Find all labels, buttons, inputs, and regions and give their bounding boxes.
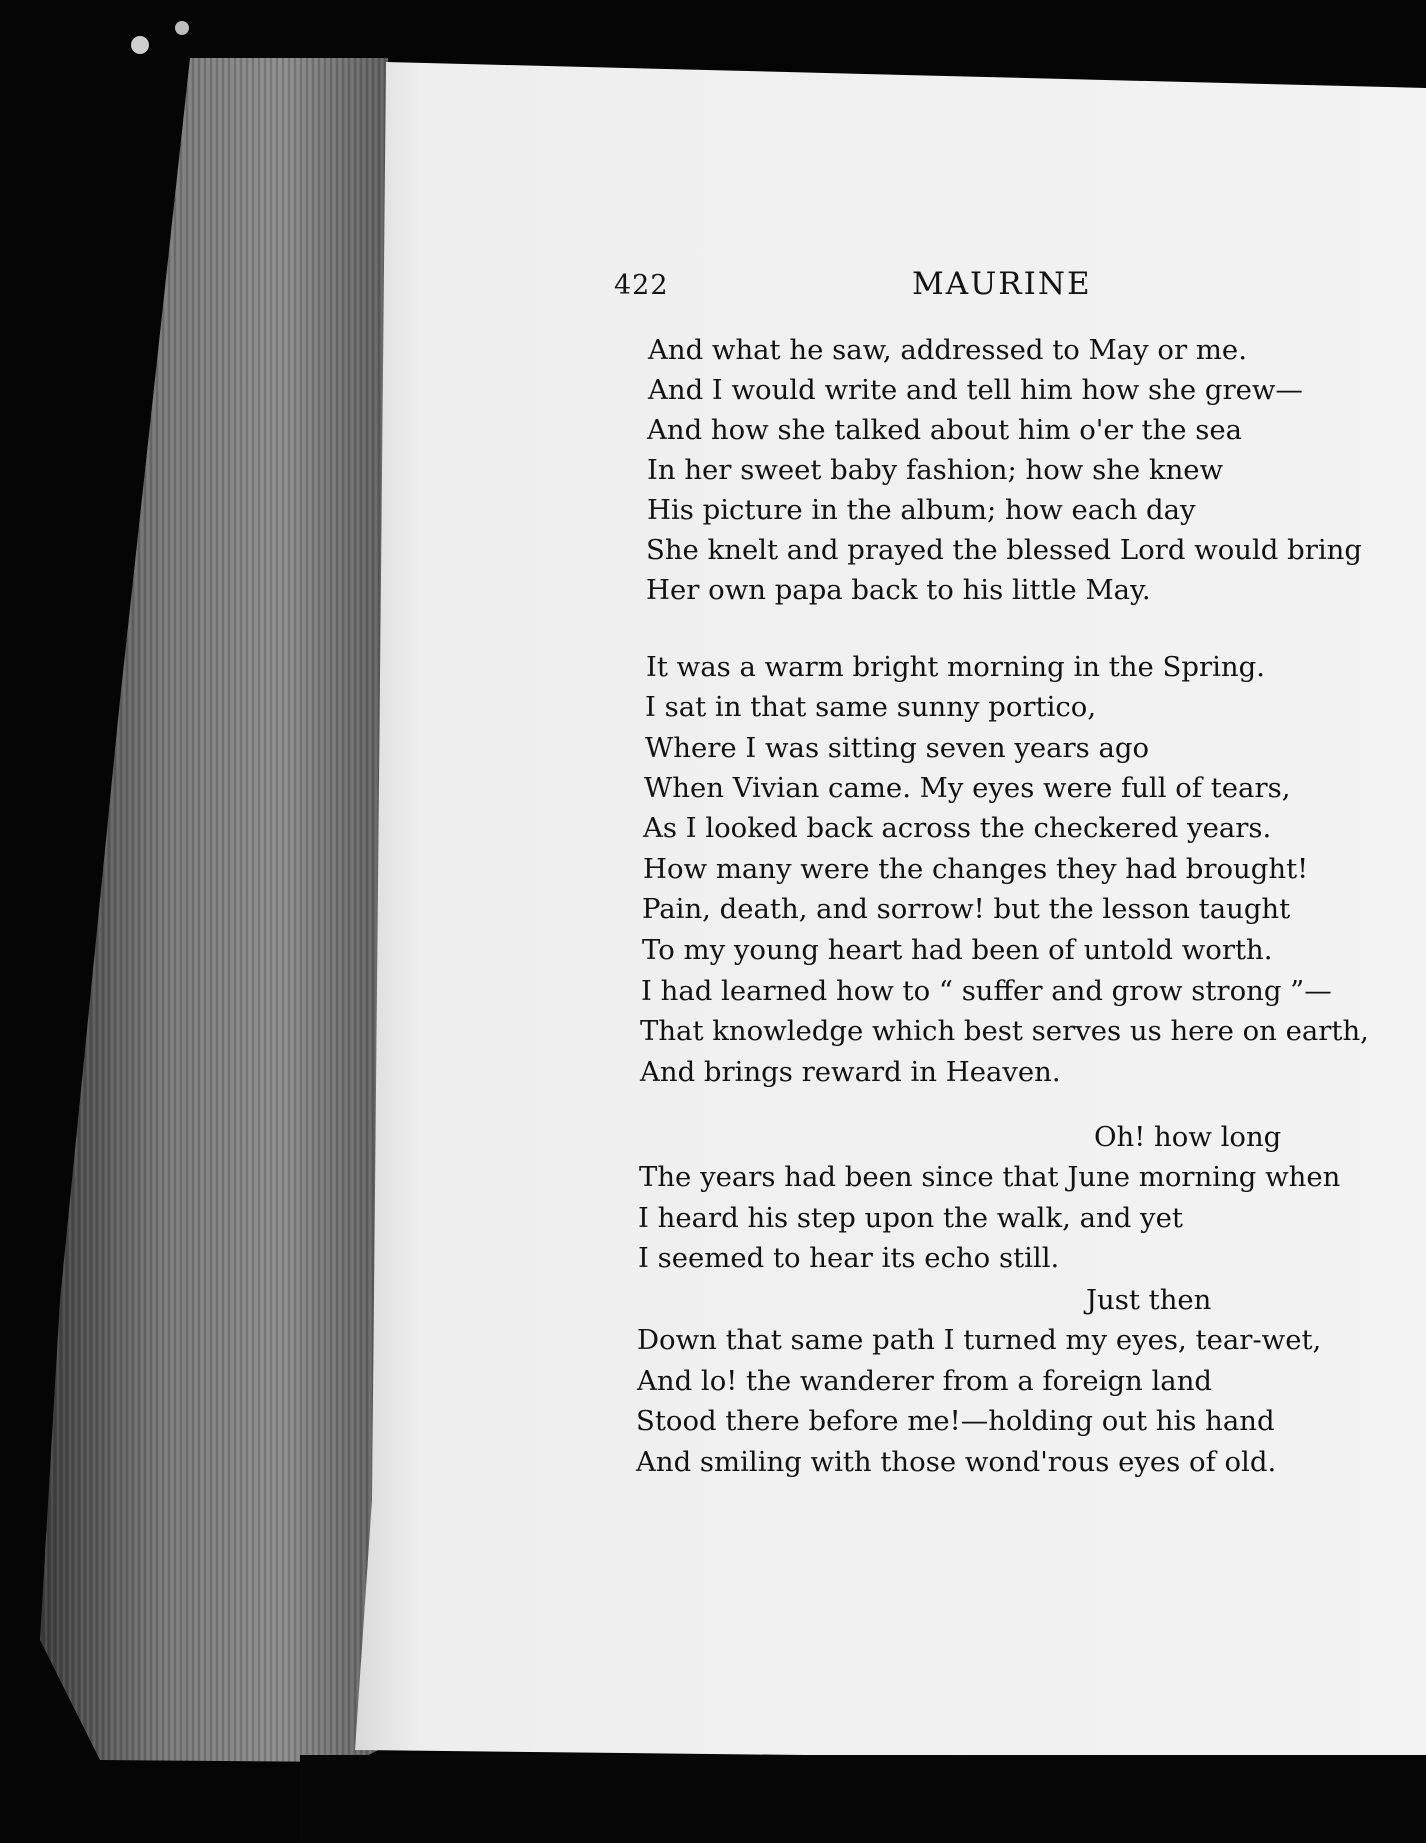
poem-line: She knelt and prayed the blessed Lord would bring — [646, 534, 1362, 566]
poem-line: Just then — [1086, 1284, 1212, 1316]
poem-line: Down that same path I turned my eyes, tear-wet, — [637, 1324, 1322, 1356]
poem-line: It was a warm bright morning in the Spring. — [646, 651, 1265, 683]
poem-line: Her own papa back to his little May. — [646, 574, 1151, 606]
poem-line: And smiling with those wond'rous eyes of old. — [636, 1446, 1277, 1478]
poem-line: Oh! how long — [1094, 1121, 1282, 1153]
poem-line: The years had been since that June morning when — [639, 1161, 1341, 1193]
poem-line: And brings reward in Heaven. — [640, 1056, 1061, 1088]
poem-line: And how she talked about him o'er the sea — [647, 414, 1243, 446]
page-number: 422 — [614, 270, 669, 301]
poem-line: I had learned how to “ suffer and grow strong ”— — [641, 975, 1332, 1007]
poem-line: His picture in the album; how each day — [647, 494, 1196, 526]
poem-line: And I would write and tell him how she grew— — [648, 374, 1303, 406]
poem-line: I seemed to hear its echo still. — [638, 1242, 1060, 1274]
poem-line: In her sweet baby fashion; how she knew — [647, 454, 1224, 486]
poem-line: Where I was sitting seven years ago — [645, 732, 1150, 764]
poem-line: I sat in that same sunny portico, — [645, 691, 1097, 723]
poem-line: That knowledge which best serves us here on earth, — [640, 1015, 1369, 1047]
running-title: MAURINE — [912, 266, 1092, 302]
poem-line: I heard his step upon the walk, and yet — [638, 1202, 1183, 1234]
poem-line: Stood there before me!—holding out his hand — [636, 1405, 1275, 1437]
poem-line: When Vivian came. My eyes were full of tears, — [644, 772, 1291, 804]
poem-line: To my young heart had been of untold worth. — [642, 934, 1273, 966]
poem-line: And lo! the wanderer from a foreign land — [637, 1365, 1213, 1397]
poem-line: How many were the changes they had brought! — [643, 853, 1309, 885]
page-header — [614, 262, 1214, 312]
poem-line: As I looked back across the checkered years. — [643, 812, 1272, 844]
poem-line: And what he saw, addressed to May or me. — [648, 334, 1247, 366]
poem-line: Pain, death, and sorrow! but the lesson taught — [642, 893, 1291, 925]
